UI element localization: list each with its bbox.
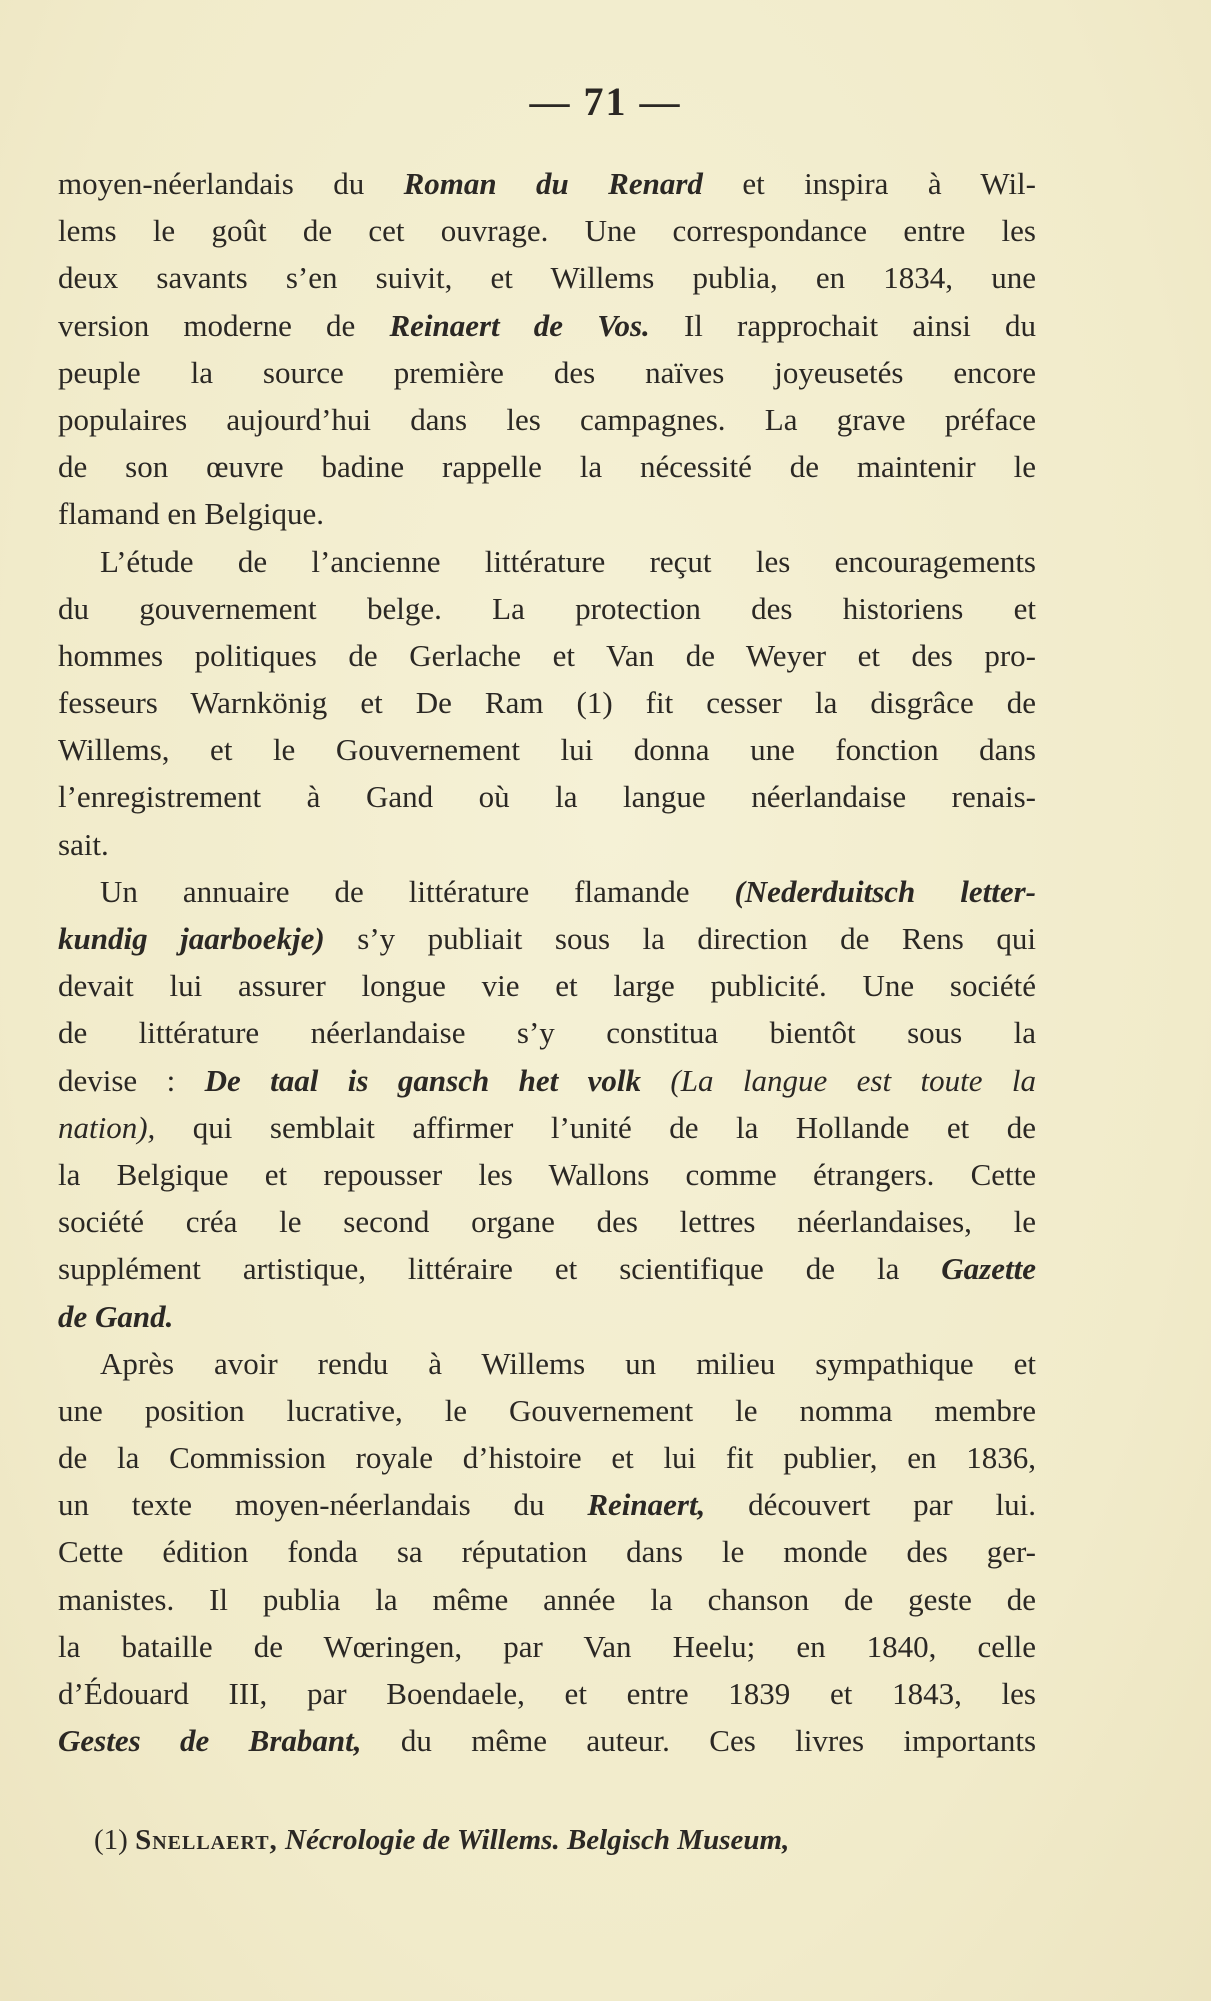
text-line: Gestes de Brabant, du même auteur. Ces livres importants [58, 1723, 1036, 1759]
motto-translation: nation), [58, 1109, 156, 1145]
text-line: sait. [58, 826, 109, 862]
text-line: kundig jaarboekje) s’y publiait sous la direction de Rens qui [58, 921, 1036, 956]
footnote-title: Nécrologie de Willems. Belgisch Museum, [285, 1824, 790, 1856]
text-line: du gouvernement belge. La protection des historiens et [58, 590, 1036, 626]
text-line: Après avoir rendu à Willems un milieu sympathique et [100, 1345, 1036, 1381]
text-line: de son œuvre badine rappelle la nécessité de maintenir le [58, 449, 1036, 485]
text-line: d’Édouard III, par Boendaele, et entre 1839 et 1843, les [58, 1676, 1036, 1711]
text-line: flamand en Belgique. [58, 496, 324, 532]
text-line [58, 1293, 1036, 1340]
text-line: la Belgique et repousser les Wallons comme étrangers. Cette [58, 1156, 1036, 1192]
footnote-number: (1) [94, 1824, 128, 1856]
text-line: hommes politiques de Gerlache et Van de Weyer et des pro- [58, 637, 1036, 673]
text-line: peuple la source première des naïves joyeusetés encore [58, 354, 1036, 390]
page-number: — 71 — [529, 79, 682, 124]
text-line: Willems, et le Gouvernement lui donna une fonction dans [58, 732, 1036, 768]
text-line: la bataille de Wœringen, par Van Heelu; en 1840, celle [58, 1628, 1036, 1664]
text-line: une position lucrative, le Gouvernement le nomma membre [58, 1392, 1036, 1428]
text-line: de littérature néerlandaise s’y constitua bientôt sous la [58, 1015, 1036, 1051]
text-line: populaires aujourd’hui dans les campagnes. La grave préface [58, 401, 1036, 437]
text-line: société créa le second organe des lettres néerlandaises, le [58, 1204, 1036, 1240]
text-line: devait lui assurer longue vie et large publicité. Une société [58, 968, 1036, 1004]
text-line: supplément artistique, littéraire et scientifique de la Gazette [58, 1251, 1036, 1287]
text-line: nation), qui semblait affirmer l’unité de la Hollande et de [58, 1109, 1036, 1145]
motto: De taal is gansch het volk [204, 1062, 641, 1098]
text-line: Un annuaire de littérature flamande (Nederduitsch letter- [100, 873, 1036, 909]
work-title: Roman du Renard [403, 166, 703, 201]
footnote-author: Snellaert, [135, 1824, 278, 1856]
work-title: kundig jaarboekje) [58, 921, 325, 956]
motto-translation: (La langue est toute la [670, 1062, 1036, 1098]
text-line: fesseurs Warnkönig et De Ram (1) fit cesser la disgrâce de [58, 685, 1036, 721]
work-title: Reinaert de Vos. [389, 307, 650, 343]
work-title: Gazette [941, 1251, 1036, 1287]
text-line: L’étude de l’ancienne littérature reçut les encouragements [100, 543, 1036, 579]
body-text [58, 160, 1036, 1764]
work-title: de Gand. [58, 1298, 174, 1334]
text-line: deux savants s’en suivit, et Willems publia, en 1834, une [58, 260, 1036, 296]
text-line: lems le goût de cet ouvrage. Une correspondance entre les [58, 213, 1036, 249]
text-line: un texte moyen-néerlandais du Reinaert, découvert par lui. [58, 1487, 1036, 1523]
text-line: Cette édition fonda sa réputation dans le monde des ger- [58, 1534, 1036, 1570]
text-line: version moderne de Reinaert de Vos. Il rapprochait ainsi du [58, 307, 1036, 343]
footnote [94, 1818, 1054, 1862]
text-line: de la Commission royale d’histoire et lui fit publier, en 1836, [58, 1440, 1036, 1476]
text-line: manistes. Il publia la même année la chanson de geste de [58, 1581, 1036, 1617]
work-title: Gestes de Brabant, [58, 1723, 362, 1759]
text-line: moyen-néerlandais du Roman du Renard et inspira à Wil- [58, 166, 1036, 201]
work-title: (Nederduitsch letter- [734, 873, 1036, 909]
text-line: devise : De taal is gansch het volk (La langue est toute la [58, 1062, 1036, 1098]
work-title: Reinaert, [587, 1487, 706, 1523]
text-line: l’enregistrement à Gand où la langue néerlandaise renais- [58, 779, 1036, 815]
